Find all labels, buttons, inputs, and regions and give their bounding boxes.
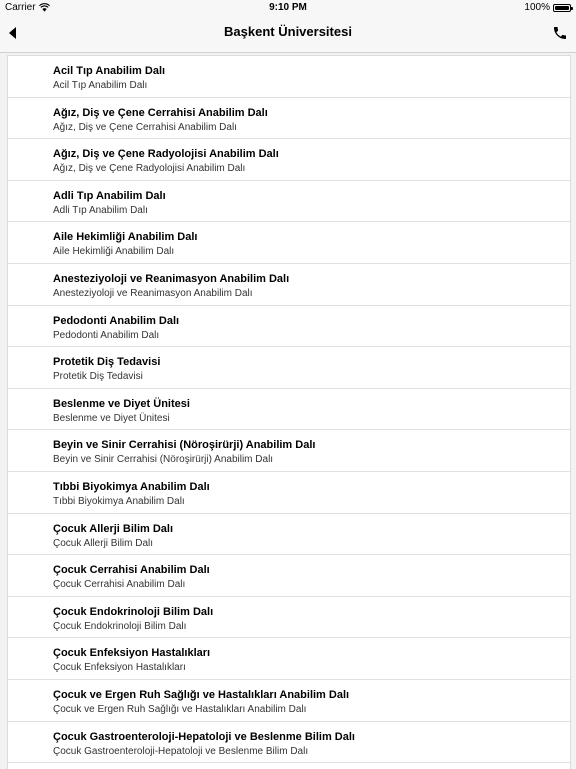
list-item[interactable]	[8, 430, 570, 472]
list-item-title: Beslenme ve Diyet Ünitesi	[53, 397, 190, 410]
back-button[interactable]	[6, 24, 20, 42]
list-item[interactable]	[8, 597, 570, 639]
list-item[interactable]	[8, 514, 570, 556]
list-item-title: Çocuk Endokrinoloji Bilim Dalı	[53, 605, 214, 618]
list-item[interactable]	[8, 222, 570, 264]
list-item-subtitle: Acil Tıp Anabilim Dalı	[53, 80, 148, 91]
list-item-subtitle: Tıbbi Biyokimya Anabilim Dalı	[53, 495, 185, 507]
list-item-subtitle: Adli Tıp Anabilim Dalı	[53, 204, 148, 216]
department-list[interactable]	[7, 55, 571, 769]
battery-icon	[553, 4, 571, 12]
list-item[interactable]	[8, 389, 570, 431]
list-item[interactable]	[8, 555, 570, 597]
status-bar	[0, 0, 576, 16]
list-item-title: Çocuk Cerrahisi Anabilim Dalı	[53, 564, 210, 577]
list-item[interactable]	[8, 56, 570, 98]
list-item[interactable]	[8, 638, 570, 680]
list-item-subtitle: Anesteziyoloji ve Reanimasyon Anabilim Dalı	[53, 287, 253, 299]
list-item[interactable]	[8, 472, 570, 514]
list-item-title: Tıbbi Biyokimya Anabilim Dalı	[53, 480, 210, 493]
list-item-subtitle: Çocuk Gastroenteroloji-Hepatoloji ve Beslenme Bilim Dalı	[53, 745, 309, 757]
list-item-title: Acil Tıp Anabilim Dalı	[53, 65, 166, 77]
list-item-subtitle: Ağız, Diş ve Çene Radyolojisi Anabilim Dalı	[53, 163, 246, 175]
list-item[interactable]	[8, 181, 570, 223]
list-item-subtitle: Çocuk Cerrahisi Anabilim Dalı	[53, 579, 186, 591]
list-item-subtitle: Beslenme ve Diyet Ünitesi	[53, 412, 170, 424]
battery-percent: 100%	[524, 2, 550, 13]
list-item[interactable]	[8, 264, 570, 306]
navigation-bar	[0, 16, 576, 53]
list-item-title: Protetik Diş Tedavisi	[53, 356, 161, 369]
list-item-title: Pedodonti Anabilim Dalı	[53, 314, 180, 327]
list-item-title: Ağız, Diş ve Çene Radyolojisi Anabilim Dalı	[53, 148, 279, 161]
list-item-subtitle: Aile Hekimliği Anabilim Dalı	[53, 246, 175, 258]
page-title: Başkent Üniversitesi	[224, 24, 352, 39]
list-item-title: Çocuk Allerji Bilim Dalı	[53, 522, 174, 535]
list-item[interactable]	[8, 680, 570, 722]
list-item-title: Anesteziyoloji ve Reanimasyon Anabilim Dalı	[53, 272, 290, 285]
list-item-title: Aile Hekimliği Anabilim Dalı	[53, 231, 198, 244]
list-item-subtitle: Ağız, Diş ve Çene Cerrahisi Anabilim Dalı	[53, 121, 237, 133]
list-item-subtitle: Protetik Diş Tedavisi	[53, 371, 143, 383]
list-item-title: Ağız, Diş ve Çene Cerrahisi Anabilim Dalı	[53, 106, 268, 119]
phone-call-button[interactable]	[552, 25, 568, 41]
back-arrow-icon	[9, 27, 17, 39]
list-item-subtitle: Çocuk Allerji Bilim Dalı	[53, 537, 154, 549]
battery-group	[524, 2, 571, 13]
list-item-title: Çocuk Enfeksiyon Hastalıkları	[53, 647, 211, 660]
list-item-title: Çocuk Gastroenteroloji-Hepatoloji ve Beslenme Bilim Dalı	[53, 730, 355, 743]
list-item[interactable]	[8, 306, 570, 348]
list-item[interactable]	[8, 139, 570, 181]
list-item-subtitle: Pedodonti Anabilim Dalı	[53, 329, 160, 341]
list-item-title: Beyin ve Sinir Cerrahisi (Nöroşirürji) Anabilim Dalı	[53, 439, 316, 452]
carrier-label: Carrier	[5, 2, 36, 13]
status-time: 9:10 PM	[269, 2, 307, 13]
list-item-subtitle: Çocuk Enfeksiyon Hastalıkları	[53, 662, 186, 674]
list-item-title: Adli Tıp Anabilim Dalı	[53, 189, 166, 202]
list-item-subtitle: Çocuk Endokrinoloji Bilim Dalı	[53, 620, 187, 632]
list-item-subtitle: Çocuk ve Ergen Ruh Sağlığı ve Hastalıkları Anabilim Dalı	[53, 703, 307, 715]
list-item[interactable]	[8, 722, 570, 764]
list-item-subtitle: Beyin ve Sinir Cerrahisi (Nöroşirürji) Anabilim Dalı	[53, 454, 274, 466]
list-item[interactable]	[8, 347, 570, 389]
list-item[interactable]	[8, 98, 570, 140]
list-item-title: Çocuk ve Ergen Ruh Sağlığı ve Hastalıkları Anabilim Dalı	[53, 688, 350, 701]
